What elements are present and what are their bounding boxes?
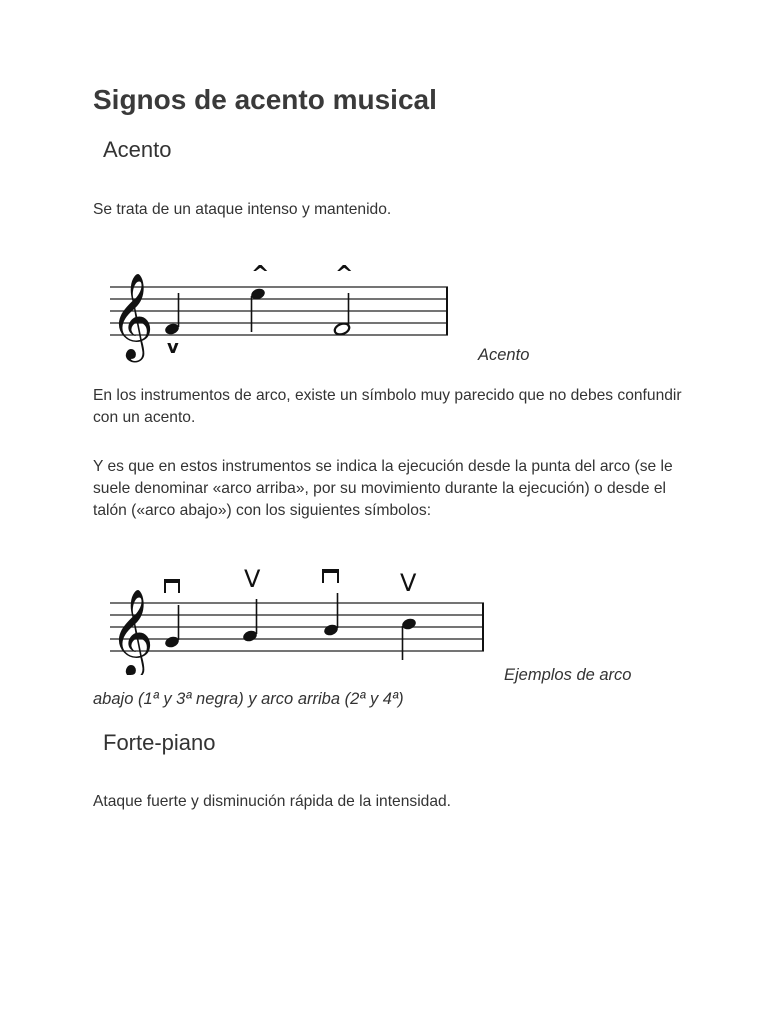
accent-above-icon: ^ bbox=[335, 262, 354, 287]
accent-below-icon: v bbox=[167, 337, 179, 358]
up-bow-icon: V bbox=[244, 565, 261, 593]
page-title: Signos de acento musical bbox=[93, 84, 437, 115]
paragraph-acento-intro: Se trata de un ataque intenso y mantenido. bbox=[93, 201, 392, 218]
paragraph-arco-2: Y es que en estos instrumentos se indica la ejecución desde la punta del arco (se le suele denominar «arco arriba», por su movimiento durante la ejecución) o desde el talón («arco abajo») con los siguientes símbolos: bbox=[93, 458, 673, 519]
figure-caption-arco-line2: abajo (1ª y 3ª negra) y arco arriba (2ª y 4ª) bbox=[93, 690, 404, 708]
bowing-score-image bbox=[108, 555, 508, 675]
note-e-quarter bbox=[250, 287, 267, 332]
accent-above-icon: ^ bbox=[251, 262, 270, 287]
figure-caption-acento: Acento bbox=[478, 346, 530, 364]
paragraph-forte-piano: Ataque fuerte y disminución rápida de la intensidad. bbox=[93, 793, 452, 810]
treble-clef-icon: 𝄞 bbox=[110, 273, 154, 359]
accent-score-image bbox=[108, 255, 478, 365]
staff bbox=[110, 287, 448, 335]
note-g-quarter bbox=[242, 599, 259, 643]
treble-clef-icon: 𝄞 bbox=[110, 589, 154, 675]
paragraph-arco-1: En los instrumentos de arco, existe un símbolo muy parecido que no debes confundir con un acento. bbox=[93, 387, 682, 426]
down-bow-icon bbox=[322, 569, 339, 583]
figure-caption-arco-line1: Ejemplos de arco bbox=[504, 666, 632, 684]
section-heading-acento: Acento bbox=[103, 137, 172, 162]
up-bow-icon: V bbox=[400, 569, 417, 597]
down-bow-icon bbox=[164, 579, 180, 593]
section-heading-forte-piano: Forte-piano bbox=[103, 730, 216, 755]
